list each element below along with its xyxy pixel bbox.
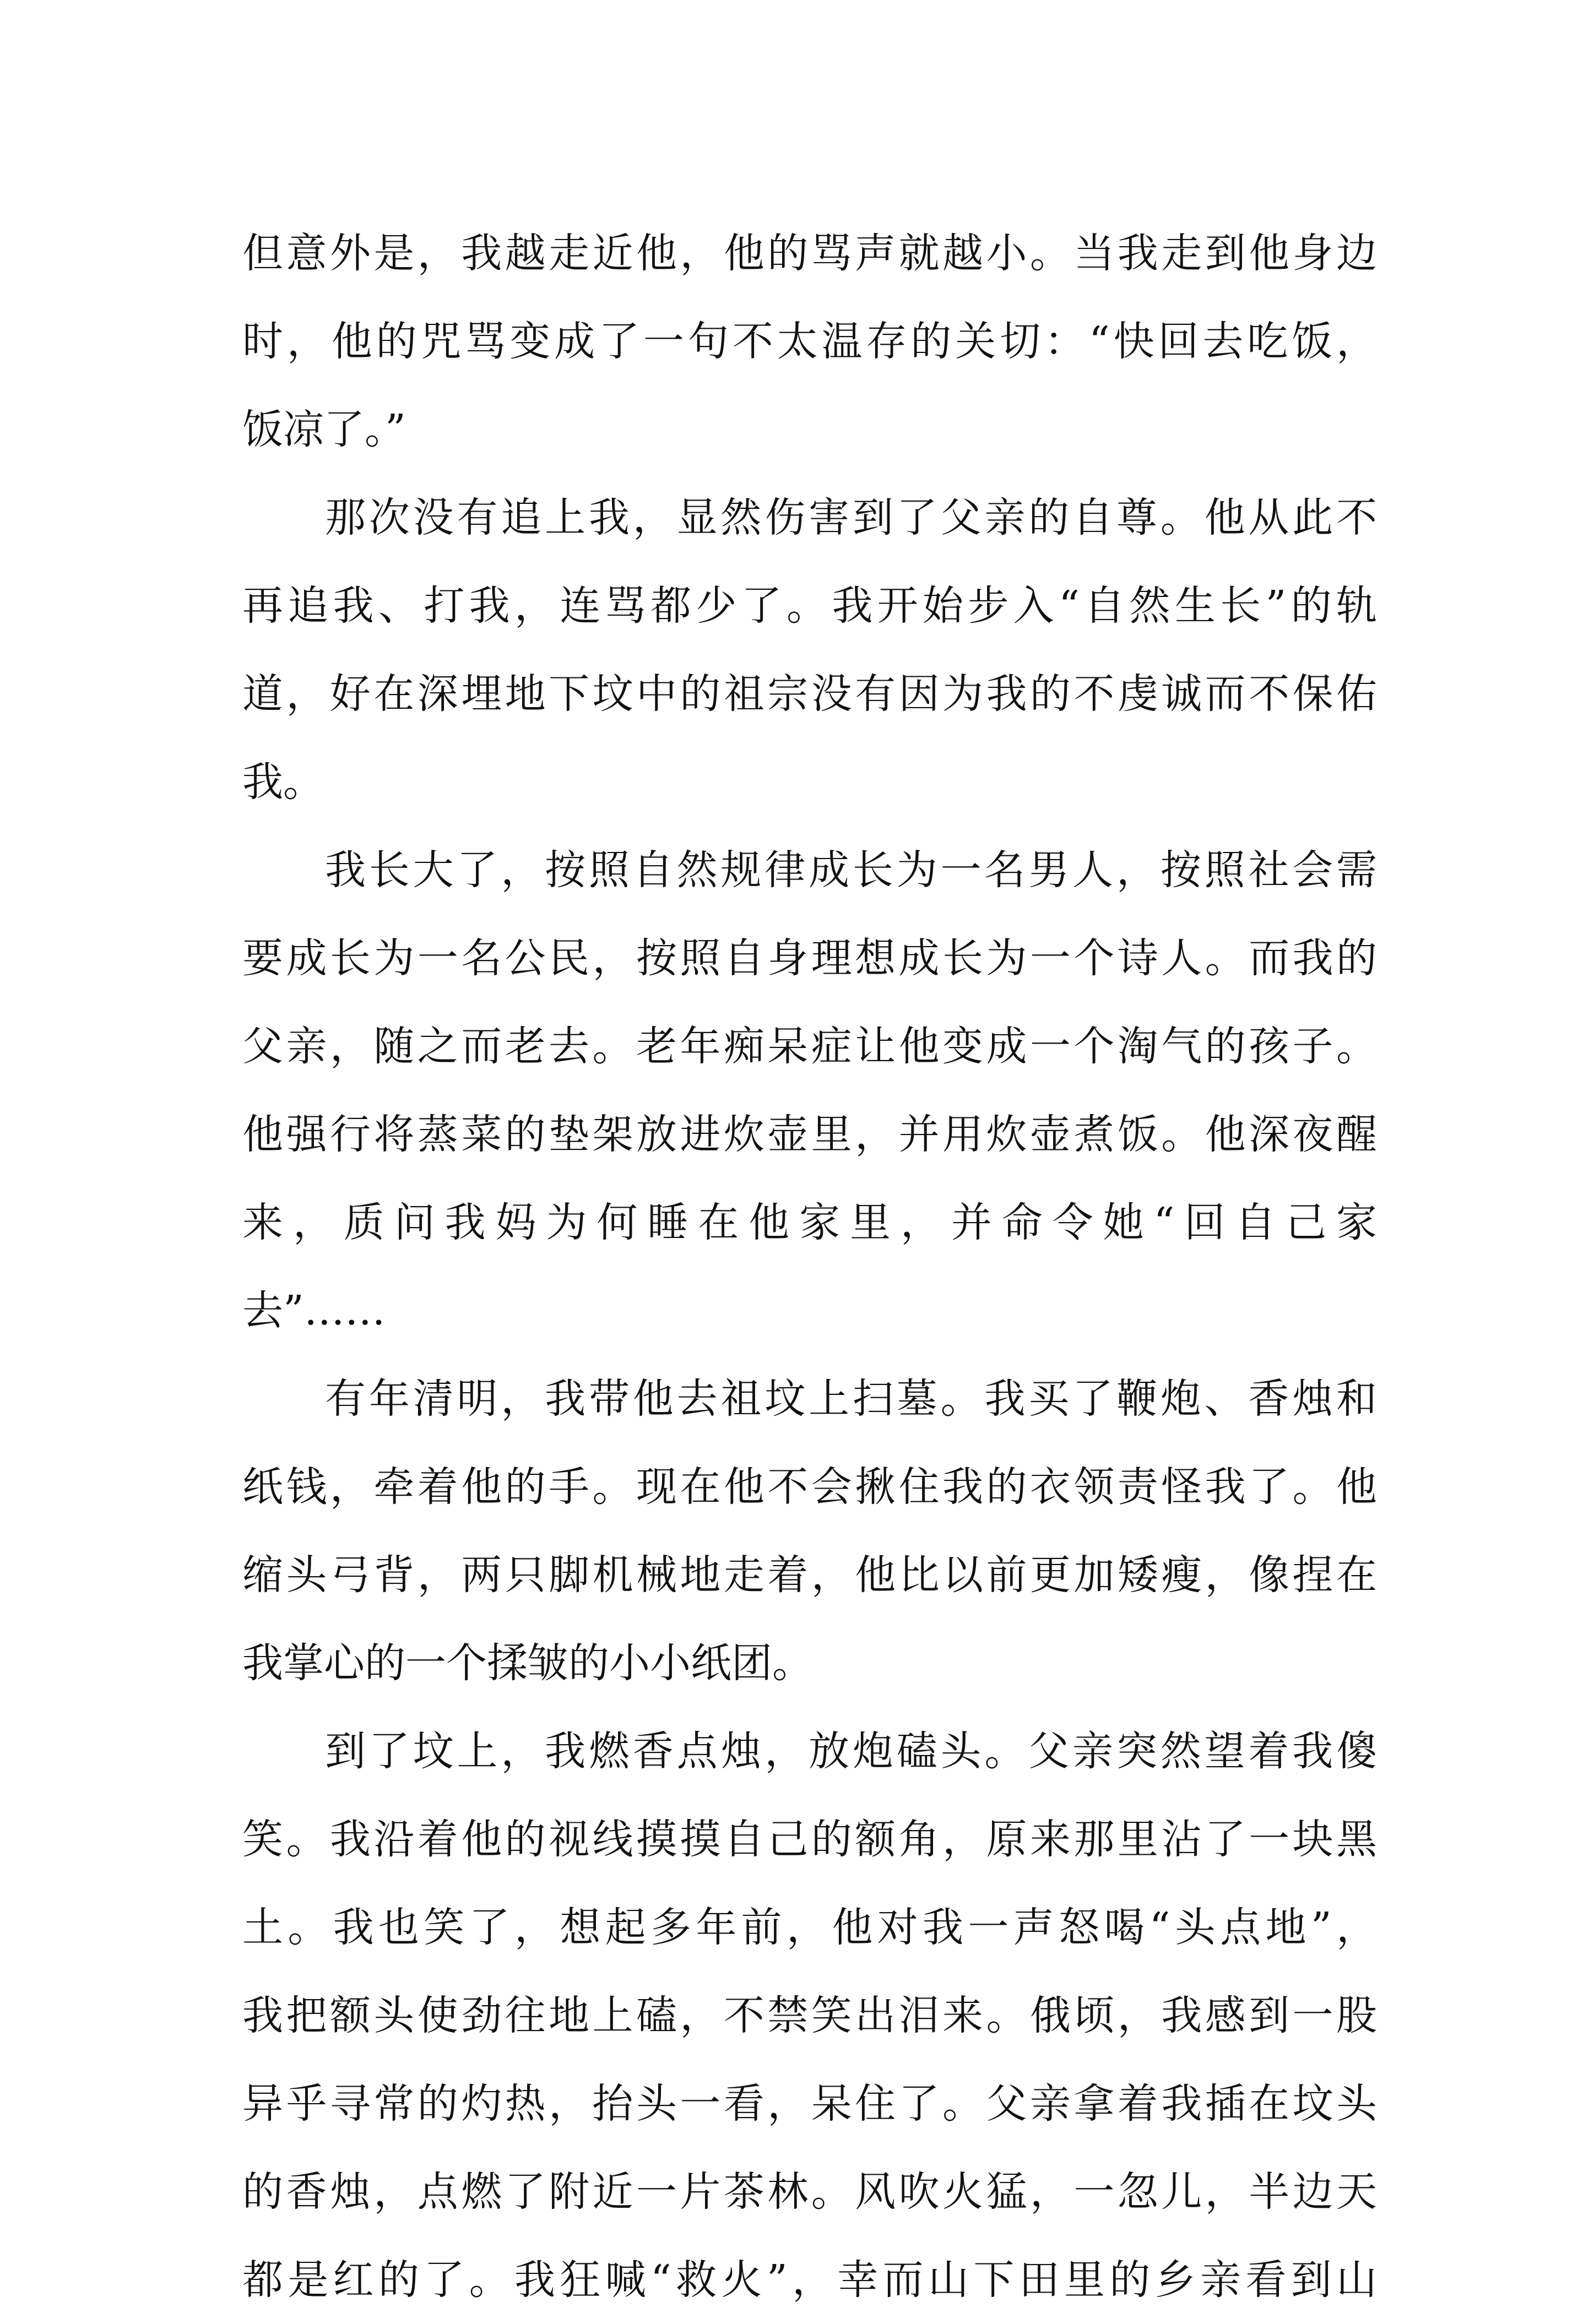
text-line: 我。 — [242, 758, 324, 806]
text-line: 我掌心的一个揉皱的小小纸团。 — [242, 1639, 813, 1687]
text-line: 但意外是，我越走近他，他的骂声就越小。当我走到他身边 — [242, 230, 1377, 277]
text-line: 异乎寻常的灼热，抬头一看，呆住了。父亲拿着我插在坟头 — [242, 2080, 1377, 2127]
text-line: 时，他的咒骂变成了一句不太温存的关切：“快回去吃饭， — [242, 318, 1377, 365]
body-text — [242, 209, 1377, 2324]
text-line: 饭凉了。” — [242, 406, 406, 453]
text-line: 要成长为一名公民，按照自身理想成长为一个诗人。而我的 — [242, 935, 1377, 982]
text-line: 来，质问我妈为何睡在他家里，并命令她“回自己家 — [242, 1199, 1377, 1246]
text-line: 笑。我沿着他的视线摸摸自己的额角，原来那里沾了一块黑 — [242, 1816, 1377, 1863]
paragraph-first-line: 我长大了，按照自然规律成长为一名男人，按照社会需 — [325, 846, 1377, 894]
text-line: 他强行将蒸菜的垫架放进炊壶里，并用炊壶煮饭。他深夜醒 — [242, 1111, 1377, 1158]
text-line: 都是红的了。我狂喊“救火”，幸而山下田里的乡亲看到山 — [242, 2256, 1377, 2304]
paragraph-first-line: 那次没有追上我，显然伤害到了父亲的自尊。他从此不 — [325, 494, 1377, 541]
text-line: 去”…… — [242, 1287, 386, 1334]
paragraph-first-line: 到了坟上，我燃香点烛，放炮磕头。父亲突然望着我傻 — [325, 1728, 1377, 1775]
text-line: 父亲，随之而老去。老年痴呆症让他变成一个淘气的孩子。 — [242, 1023, 1377, 1070]
text-line: 我把额头使劲往地上磕，不禁笑出泪来。俄顷，我感到一股 — [242, 1992, 1377, 2039]
text-line: 纸钱，牵着他的手。现在他不会揪住我的衣领责怪我了。他 — [242, 1463, 1377, 1511]
text-line: 的香烛，点燃了附近一片茶林。风吹火猛，一忽儿，半边天 — [242, 2168, 1377, 2216]
text-line: 再追我、打我，连骂都少了。我开始步入“自然生长”的轨 — [242, 582, 1377, 629]
text-line: 土。我也笑了，想起多年前，他对我一声怒喝“头点地”， — [242, 1904, 1377, 1951]
text-line: 缩头弓背，两只脚机械地走着，他比以前更加矮瘦，像捏在 — [242, 1551, 1377, 1599]
text-line: 道，好在深埋地下坟中的祖宗没有因为我的不虔诚而不保佑 — [242, 670, 1377, 718]
paragraph-first-line: 有年清明，我带他去祖坟上扫墓。我买了鞭炮、香烛和 — [325, 1375, 1377, 1422]
